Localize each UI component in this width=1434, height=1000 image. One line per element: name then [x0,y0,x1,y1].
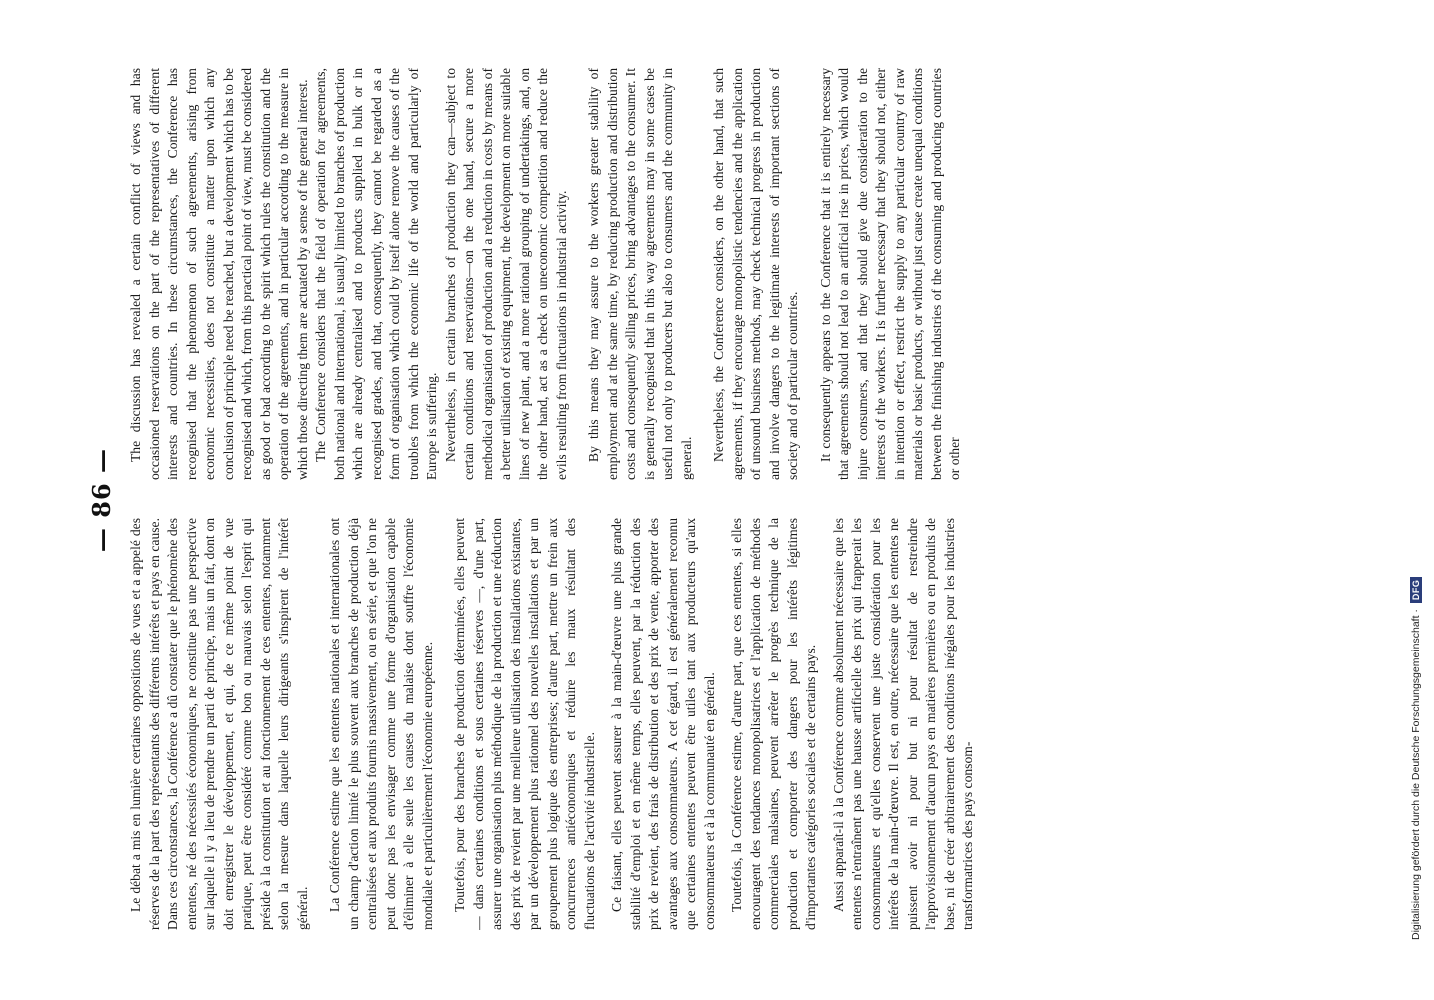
rotated-page-content [67,50,1367,950]
english-paragraph: The Conference considers that the field of operation for agreements, both national and international, is usually limited to branches of production which are already centralised and to products supplied in bulk or in recognised grades, and that, consequently, they cannot be regarded as a form of organisation which could by itself alone remove the causes of the troubles from which the economic life of the world and particularly of Europe is suffering. [313,68,439,480]
french-paragraph: La Conférence estime que les ententes nationales et internationales ont un champ d'action limité le plus souvent aux branches de production déjà centralisées et aux produits fournis massivement, ou en série, et que l'on ne peut donc pas les envisager comme une forme d'organisation capable d'éliminer à elle seule les causes du malaise dont souffre l'économie mondiale et particulièrement l'économie européenne. [327,518,435,930]
english-paragraph: Nevertheless, the Conference considers, on the other hand, that such agreements, if they encourage monopolistic tendencies and the application of unsound business methods, may check technical progress in production and involve dangers to the legitimate interests of important sections of society and of particular countries. [711,68,800,480]
english-paragraph: It consequently appears to the Conference that it is entirely necessary that agreements should not lead to an artificial rise in prices, which would injure consumers, and that they should give due consideration to the interests of the workers. It is further necessary that they should not, either in intention or effect, restrict the supply to any particular country of raw materials or basic products, or without just cause create unequal conditions between the finishing industries of the consuming and producing countries or other [817,68,962,480]
credit-text: Digitalisierung gefördert durch die Deutsche Forschungsgemeinschaft · [1410,609,1422,940]
french-paragraph: Aussi apparaît-il à la Conférence comme absolument nécessaire que les ententes n'entraînent pas une hausse artificielle des prix qui frapperait les consommateurs et qu'elles conservent une juste considération pour les intérêts de la main-d'œuvre. Il est, en outre, nécessaire que les ententes ne puissent avoir ni pour but ni pour résultat de restreindre l'approvisionnement d'aucun pays en matières premières ou en produits de base, ni de créer arbitrairement des conditions inégales pour les industries transformatrices des pays consom- [830,518,975,930]
page-body [67,50,1367,950]
english-paragraph: By this means they may assure to the workers greater stability of employment and at the same time, by reducing production and distribution costs and consequently selling prices, bring advantages to the consumer. It is generally recognised that in this way agreements may in some cases be useful not only to producers but also to consumers and the community in general. [586,68,694,480]
french-column [127,518,1337,930]
dfg-logo: DFG [1410,577,1422,604]
english-paragraph: Nevertheless, in certain branches of production they can—subject to certain conditions and reservations—on the one hand, secure a more methodical organisation of production and a reduction in costs by means of a better utilisation of existing equipment, the development on more suitable lines of new plant, and a more rational grouping of undertakings, and, on the other hand, act as a check on uneconomic competition and reduce the evils resulting from fluctuations in industrial activity. [442,68,569,480]
english-column [127,68,1337,480]
french-paragraph: Le débat a mis en lumière certaines oppositions de vues et a appelé des réserves de la part des représentants des différents intérêts et pays en cause. Dans ces circonstances, la Conférence a dû constater que le phénomène des ententes, né des nécessités économiques, ne constitue pas une perspective sur laquelle il y a lieu de prendre un parti de principe, mais un fait, dont on doit enregistrer le développement, et qui, de ce même point de vue pratique, peut être considéré comme bon ou mauvais selon l'esprit qui préside à la constitution et au fonctionnement de ces ententes, notamment selon la mesure dans laquelle leurs dirigeants s'inspirent de l'intérêt général. [128,518,310,930]
page-number: — 86 — [87,447,116,553]
french-paragraph: Ce faisant, elles peuvent assurer à la main-d'œuvre une plus grande stabilité d'emploi et en même temps, elles peuvent, par la réduction des prix de revient, des frais de distribution et des prix de vente, apporter des avantages aux consommateurs. A cet égard, il est généralement reconnu que certaines ententes peuvent être utiles tant aux producteurs qu'aux consommateurs et à la communauté en général. [609,518,717,930]
french-paragraph: Toutefois, la Conférence estime, d'autre part, que ces ententes, si elles encouragent des tendances monopolisatrices et l'application de méthodes commerciales malsaines, peuvent arrêter le progrès technique de la production et comporter des dangers pour les intérêts légitimes d'importantes catégories sociales et de certains pays. [729,518,818,930]
digitization-credit [1399,10,1433,990]
english-paragraph: The discussion has revealed a certain conflict of views and has occasioned reservations on the part of the representatives of different interests and countries. In these circumstances, the Conference has recognised that the phenomenon of such agreements, arising from economic necessities, does not constitute a matter upon which any conclusion of principle need be reached, but a development which has to be recognised and which, from this practical point of view, must be considered as good or bad according to the spirit which rules the constitution and the operation of the agreements, and in particular according to the measure in which those directing them are actuated by a sense of the general interest. [128,68,310,480]
french-paragraph: Toutefois, pour des branches de production déterminées, elles peuvent — dans certaines conditions et sous certaines réserves —, d'une part, assurer une organisation plus méthodique de la production et une réduction des prix de revient par une meilleure utilisation des installations existantes, par un développement plus rationnel des nouvelles installations et par un groupement plus logique des entreprises; d'autre part, mettre un frein aux concurrences antiéconomiques et réduire les maux résultant des fluctuations de l'activité industrielle. [452,518,597,930]
